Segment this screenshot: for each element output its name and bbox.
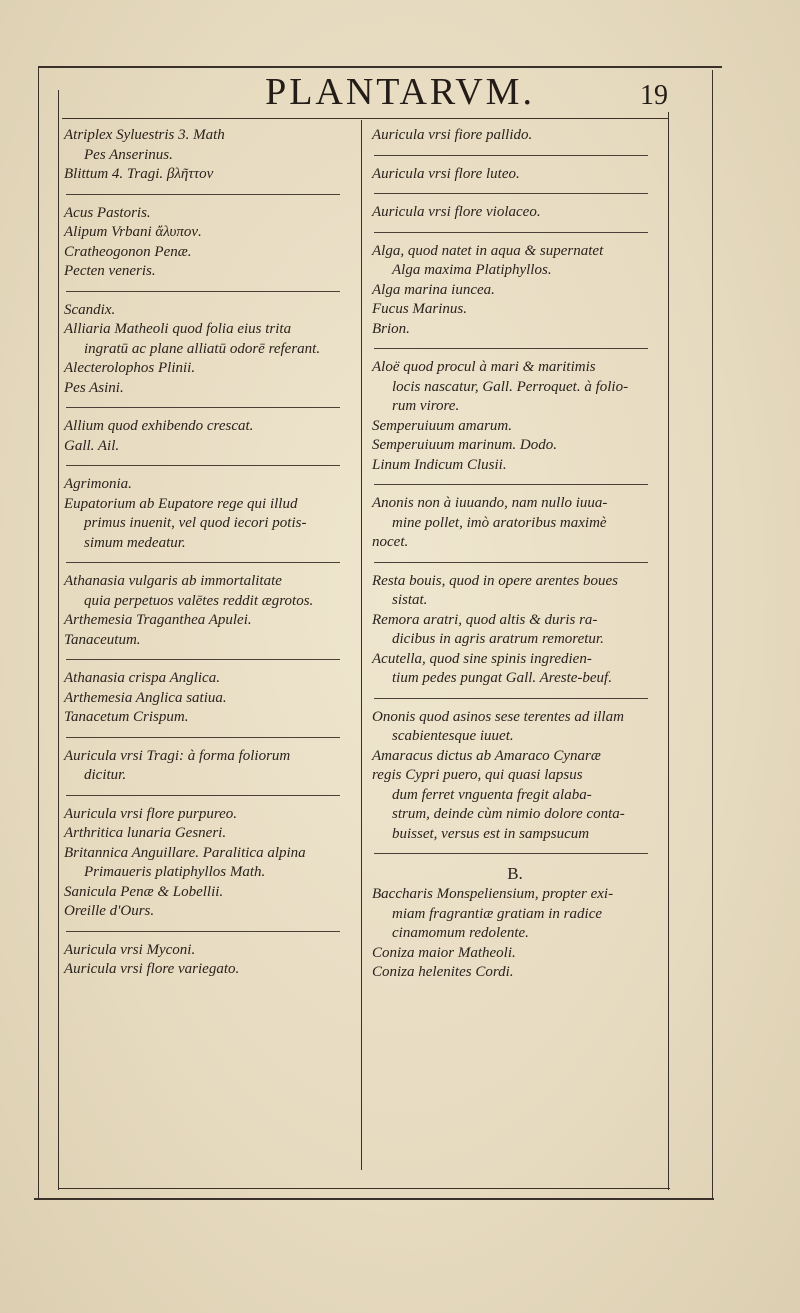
bottom-rule [34,1198,714,1200]
entry-line: Acus Pastoris. [64,204,151,221]
entry-divider [66,795,340,796]
entry-line: Auricula vrsi flore luteo. [372,165,520,182]
entry-line: Alga marina iuncea. [372,281,495,298]
entry-line: Coniza helenites Cordi. [372,964,514,980]
entry-line: primus inuenit, vel quod iecori potis- [84,515,307,531]
entry-line: Auricula vrsi Tragi: à forma foliorum [64,747,291,764]
entry-line: Britannica Anguillare. Paralitica alpina [64,844,306,861]
left-frame-line [58,90,59,1190]
entry-divider [66,931,340,932]
plant-entry [370,165,660,185]
entry-line: Allium quod exhibendo crescat. [64,418,254,434]
entry-line: mine pollet, imò aratoribus maximè [392,514,607,531]
entry-divider [374,853,648,854]
entry-line: Gall. Ail. [64,437,120,454]
right-outer-line [712,70,713,1200]
entry-divider [374,484,648,485]
plant-entry [62,417,352,456]
plant-entry [62,941,352,980]
entry-line: dicibus in agris aratrum remoretur. [392,631,604,647]
entry-line: Athanasia vulgaris ab immortalitate [64,573,282,589]
entry-divider [66,465,340,466]
entry-line: simum medeatur. [84,534,186,551]
entry-line: scabientesque iuuet. [392,728,514,744]
plant-entry [62,301,352,399]
entry-line: Alipum Vrbani ἄλυπον. [64,224,202,240]
entry-line: Oreille d'Ours. [64,903,155,919]
entry-divider [66,407,340,408]
entry-line: Baccharis Monspeliensium, propter exi- [372,886,614,902]
entry-line: Alga maxima Platiphyllos. [392,262,552,278]
entry-line: Semperuiuum marinum. Dodo. [372,437,557,453]
entry-divider [374,348,648,349]
entry-line: Cratheogonon Penæ. [64,243,192,260]
entry-line: Primaueris platiphyllos Math. [84,864,266,880]
entry-line: dum ferret vnguenta fregit alaba- [392,786,592,803]
bottom-rule-inner [58,1188,670,1189]
plant-entry [62,669,352,728]
entry-line: Resta bouis, quod in opere arentes boues [372,572,618,589]
entry-line: Amaracus dictus ab Amaraco Cynaræ [372,747,601,764]
entry-line: locis nascatur, Gall. Perroquet. à folio- [392,378,629,395]
entry-line: Alliaria Matheoli quod folia eius trita [64,321,292,337]
entry-divider [374,155,648,156]
plant-entry [62,204,352,282]
entry-line: Arthemesia Traganthea Apulei. [64,612,252,628]
entry-line: Acutella, quod sine spinis ingredien- [372,650,592,667]
entry-line: Brion. [372,320,410,337]
entry-line: Fucus Marinus. [372,301,467,317]
entry-line: dicitur. [84,767,127,783]
right-column [370,126,660,983]
entry-line: Tanaceutum. [64,631,141,648]
entry-line: Pecten veneris. [64,263,156,279]
entry-line: Alga, quod natet in aqua & supernatet [372,242,604,259]
entry-line: quia perpetuos valētes reddit ægrotos. [84,592,314,609]
entry-line: strum, deinde cùm nimio dolore conta- [392,806,625,822]
entry-line: Athanasia crispa Anglica. [64,670,220,686]
plant-entry [370,863,660,983]
entry-line: Coniza maior Matheoli. [372,944,516,961]
entry-line: Ononis quod asinos sese terentes ad illam [372,708,624,725]
entry-divider [66,562,340,563]
left-column [62,126,352,980]
entry-line: Arthemesia Anglica satiua. [64,689,227,706]
page-number: 19 [640,80,668,111]
entry-line: Auricula vrsi Myconi. [64,941,196,958]
entry-line: rum virore. [392,398,460,414]
entry-divider [374,698,648,699]
column-divider [361,120,362,1170]
plant-entry [62,475,352,553]
entry-line: Blittum 4. Tragi. βλῆττον [64,166,214,182]
section-letter: B. [507,864,523,883]
entry-line: Anonis non à iuuando, nam nullo iuua- [372,495,608,511]
entry-line: cinamomum redolente. [392,925,529,941]
entry-line: Alecterolophos Plinii. [64,360,196,376]
plant-entry [370,242,660,340]
plant-entry [370,572,660,689]
entry-line: miam fragrantiæ gratiam in radice [392,905,603,922]
entry-line: Auricula vrsi flore variegato. [64,961,240,977]
entry-line: Auricula vrsi flore violaceo. [372,204,541,220]
entry-divider [66,194,340,195]
left-outer-line [38,66,39,1200]
entry-divider [374,562,648,563]
under-title-rule [62,118,668,119]
entry-line: tium pedes pungat Gall. Areste-beuf. [392,670,612,686]
entry-line: Auricula vrsi flore purpureo. [64,805,238,822]
right-frame-line [668,112,669,1190]
entry-divider [66,291,340,292]
entry-line: Eupatorium ab Eupatore rege qui illud [64,495,298,512]
top-rule [38,66,722,68]
plant-entry [62,126,352,185]
entry-line: Atriplex Syluestris 3. Math [64,127,225,143]
entry-line: Auricula vrsi fiore pallido. [372,127,533,143]
entry-line: Pes Asini. [64,379,124,396]
entry-line: Scandix. [64,301,116,318]
entry-divider [374,232,648,233]
entry-divider [66,659,340,660]
entry-divider [374,193,648,194]
plant-entry [62,747,352,786]
plant-entry [370,358,660,475]
plant-entry [370,494,660,553]
plant-entry [370,203,660,223]
entry-line: Aloë quod procul à mari & maritimis [372,359,596,375]
plant-entry [62,572,352,650]
entry-line: sistat. [392,592,428,608]
entry-line: Linum Indicum Clusii. [372,456,507,473]
entry-line: Arthritica lunaria Gesneri. [64,825,227,841]
entry-divider [66,737,340,738]
plant-entry [370,708,660,845]
entry-line: Tanacetum Crispum. [64,709,189,725]
plant-entry [62,805,352,922]
entry-line: ingratū ac plane alliatū odorē referant. [84,340,321,357]
plant-entry [370,126,660,146]
page-title: PLANTARVM. [265,71,535,113]
entry-line: Remora aratri, quod altis & duris ra- [372,611,598,628]
entry-line: buisset, versus est in sampsucum [392,825,590,842]
entry-line: nocet. [372,534,409,550]
entry-line: Pes Anserinus. [84,146,173,163]
entry-line: Sanicula Penæ & Lobellii. [64,883,224,900]
entry-line: regis Cypri puero, qui quasi lapsus [372,767,583,783]
entry-line: Agrimonia. [64,476,132,492]
entry-line: Semperuiuum amarum. [372,417,512,434]
